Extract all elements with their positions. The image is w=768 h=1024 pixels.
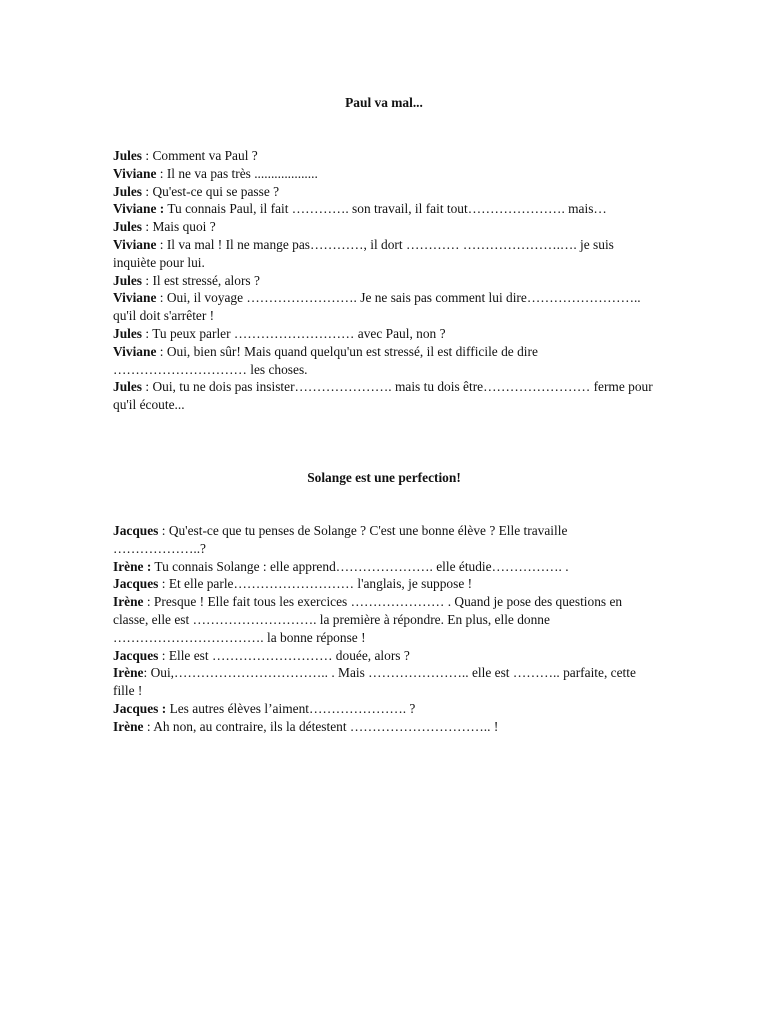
dialogue-line: Irène : Presque ! Elle fait tous les exercices ………………… . Quand je pose des questions en classe, elle est ………………………. la première à répondre. En plus, elle donne ……………………………. la bonne réponse ! <box>113 594 623 645</box>
speaker-name: Viviane : <box>113 201 165 217</box>
dialogue-line: Jacques : Qu'est-ce que tu penses de Solange ? C'est une bonne élève ? Elle travaille ………………..? <box>113 523 568 556</box>
line-text: Les autres élèves l’aiment…………………. ? <box>169 700 416 716</box>
dialogue-line: Viviane : Il va mal ! Il ne mange pas…………, il dort ………… ………………….…. je suis inquiète pour lui. <box>113 236 614 270</box>
dialogue-line: Jacques : Et elle parle……………………… l'anglais, je suppose ! <box>113 576 473 592</box>
line-text: Oui, bien sûr! Mais quand quelqu'un est stressé, il est difficile de dire ………………………… les choses. <box>113 343 538 377</box>
dialogue-line: Viviane : Oui, bien sûr! Mais quand quelqu'un est stressé, il est difficile de dire ………………………… les choses. <box>113 343 538 377</box>
line-text: Tu connais Paul, il fait …………. son travail, il fait tout…………………. mais… <box>167 201 607 217</box>
line-text: Oui,…………………………….. . Mais ………………….. elle est ……….. parfaite, cette fille ! <box>113 665 636 699</box>
dialogue-line: Jules : Il est stressé, alors ? <box>113 272 260 288</box>
dialogue-solange <box>113 522 653 736</box>
dialogue-line: Jules : Oui, tu ne dois pas insister…………………. mais tu dois être…………………… ferme pour qu'il écoute... <box>113 379 653 413</box>
line-text: Elle est ……………………… douée, alors ? <box>168 647 410 663</box>
speaker-name: Jacques <box>113 576 159 592</box>
dialogue-line: Irène: Oui,…………………………….. . Mais ………………….. elle est ……….. parfaite, cette fille ! <box>113 665 636 699</box>
dialogue-line: Jules : Comment va Paul ? <box>113 148 258 163</box>
line-text: Et elle parle……………………… l'anglais, je suppose ! <box>168 576 473 592</box>
speaker-name: Jules <box>113 379 143 395</box>
line-text: Tu connais Solange : elle apprend…………………. elle étudie……………. . <box>154 558 569 574</box>
line-text: Il va mal ! Il ne mange pas…………, il dort ………… ………………….…. je suis inquiète pour lui. <box>113 236 614 270</box>
dialogue-line: Jules : Qu'est-ce qui se passe ? <box>113 183 280 199</box>
line-text: Mais quoi ? <box>152 219 216 235</box>
speaker-name: Viviane <box>113 290 157 306</box>
line-text: Qu'est-ce qui se passe ? <box>152 183 280 199</box>
speaker-name: Viviane <box>113 236 157 252</box>
line-text: Comment va Paul ? <box>152 148 258 163</box>
speaker-name: Jules <box>113 219 143 235</box>
dialogue-line: Viviane : Oui, il voyage ……………………. Je ne sais pas comment lui dire…………………….. qu'il doit s'arrêter ! <box>113 290 641 324</box>
dialogue-paul <box>113 147 653 414</box>
dialogue-line <box>113 558 653 576</box>
speaker-name: Jules <box>113 325 143 341</box>
speaker-name: Irène : <box>113 558 152 574</box>
speaker-name: Jules <box>113 148 143 163</box>
line-text: Il ne va pas très ................... <box>166 165 318 181</box>
speaker-name: Irène <box>113 594 144 610</box>
line-text: Presque ! Elle fait tous les exercices ………………… . Quand je pose des questions en classe, elle est ………………………. la première à répondre. En plus, elle donne ……………………………. la bonne réponse ! <box>113 594 623 645</box>
speaker-name: Irène <box>113 718 144 734</box>
speaker-name: Jules <box>113 272 143 288</box>
speaker-name: Jacques : <box>113 700 167 716</box>
speaker-name: Jules <box>113 183 143 199</box>
line-text: Oui, tu ne dois pas insister…………………. mais tu dois être…………………… ferme pour qu'il écoute... <box>113 379 653 413</box>
section-title-solange: Solange est une perfection! <box>307 470 461 485</box>
dialogue-line: Viviane : Il ne va pas très ................... <box>113 165 318 181</box>
line-text: Ah non, au contraire, ils la détestent ………………………….. ! <box>153 718 499 734</box>
speaker-name: Irène <box>113 665 144 681</box>
line-text: Tu peux parler ……………………… avec Paul, non ? <box>152 325 446 341</box>
speaker-name: Jacques <box>113 523 159 538</box>
speaker-name: Jacques <box>113 647 159 663</box>
speaker-name: Viviane <box>113 343 157 359</box>
dialogue-line <box>113 200 653 218</box>
line-text: Oui, il voyage ……………………. Je ne sais pas comment lui dire…………………….. qu'il doit s'arrêter ! <box>113 290 641 324</box>
dialogue-line: Jules : Mais quoi ? <box>113 219 216 235</box>
dialogue-line: Jacques : Elle est ……………………… douée, alors ? <box>113 647 410 663</box>
dialogue-line: Jules : Tu peux parler ……………………… avec Paul, non ? <box>113 325 446 341</box>
speaker-name: Viviane <box>113 165 157 181</box>
dialogue-line <box>113 700 653 718</box>
dialogue-line: Irène : Ah non, au contraire, ils la détestent ………………………….. ! <box>113 718 499 734</box>
line-text: Qu'est-ce que tu penses de Solange ? C'est une bonne élève ? Elle travaille ………………..? <box>113 523 568 556</box>
section-title-paul: Paul va mal... <box>345 95 423 110</box>
line-text: Il est stressé, alors ? <box>152 272 260 288</box>
